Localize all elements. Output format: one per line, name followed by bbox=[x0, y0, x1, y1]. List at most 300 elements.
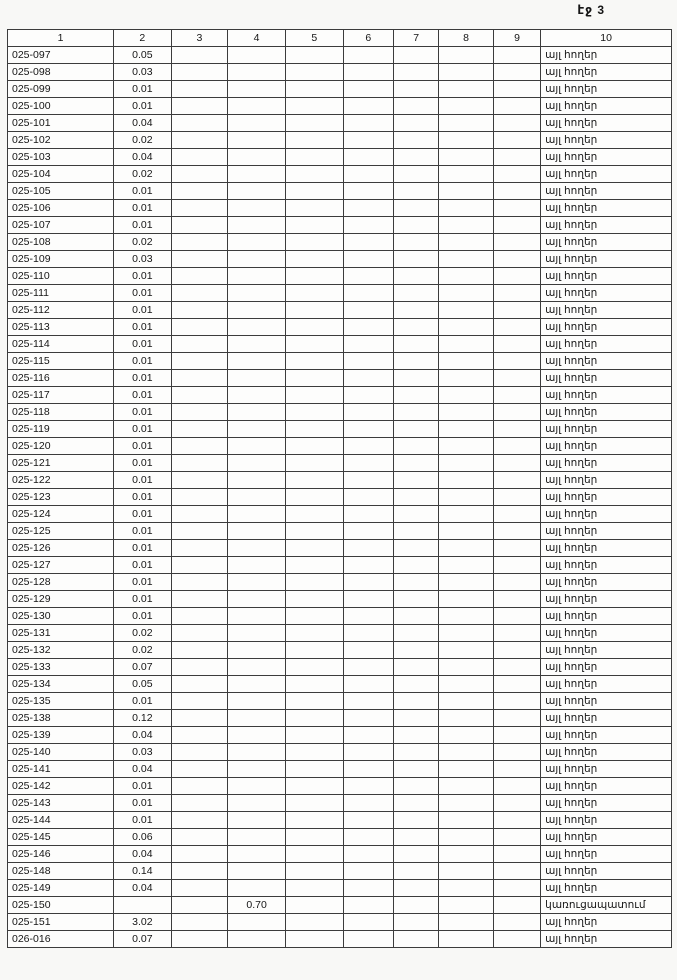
value-cell bbox=[171, 693, 228, 710]
parcel-code-cell: 025-112 bbox=[8, 302, 114, 319]
value-cell bbox=[439, 574, 494, 591]
value-cell bbox=[439, 523, 494, 540]
value-cell bbox=[439, 47, 494, 64]
land-type-cell: այլ հողեր bbox=[541, 540, 672, 557]
column-header: 5 bbox=[285, 30, 343, 47]
value-cell bbox=[394, 727, 439, 744]
column-header: 4 bbox=[228, 30, 286, 47]
value-cell bbox=[343, 387, 393, 404]
value-cell bbox=[228, 353, 286, 370]
value-cell bbox=[394, 166, 439, 183]
value-cell: 3.02 bbox=[114, 914, 172, 931]
value-cell bbox=[394, 846, 439, 863]
value-cell bbox=[285, 506, 343, 523]
value-cell bbox=[228, 217, 286, 234]
value-cell bbox=[394, 336, 439, 353]
value-cell bbox=[493, 268, 540, 285]
value-cell bbox=[493, 778, 540, 795]
value-cell bbox=[439, 268, 494, 285]
value-cell bbox=[228, 115, 286, 132]
value-cell bbox=[493, 421, 540, 438]
value-cell: 0.02 bbox=[114, 132, 172, 149]
land-type-cell: այլ հողեր bbox=[541, 455, 672, 472]
value-cell bbox=[394, 81, 439, 98]
parcel-code-cell: 025-135 bbox=[8, 693, 114, 710]
value-cell bbox=[439, 404, 494, 421]
value-cell bbox=[228, 183, 286, 200]
value-cell bbox=[285, 846, 343, 863]
value-cell: 0.03 bbox=[114, 744, 172, 761]
land-type-cell: այլ հողեր bbox=[541, 744, 672, 761]
value-cell bbox=[228, 370, 286, 387]
value-cell bbox=[493, 98, 540, 115]
value-cell bbox=[171, 438, 228, 455]
value-cell bbox=[439, 387, 494, 404]
page-number-label: էջ 3 bbox=[577, 3, 605, 17]
value-cell: 0.01 bbox=[114, 472, 172, 489]
value-cell bbox=[394, 404, 439, 421]
value-cell bbox=[439, 217, 494, 234]
value-cell bbox=[394, 506, 439, 523]
table-row bbox=[8, 795, 672, 812]
value-cell bbox=[171, 914, 228, 931]
value-cell bbox=[394, 863, 439, 880]
value-cell bbox=[228, 421, 286, 438]
value-cell bbox=[493, 166, 540, 183]
value-cell bbox=[228, 727, 286, 744]
value-cell bbox=[285, 472, 343, 489]
value-cell: 0.01 bbox=[114, 336, 172, 353]
column-header: 8 bbox=[439, 30, 494, 47]
column-header: 10 bbox=[541, 30, 672, 47]
value-cell bbox=[439, 183, 494, 200]
value-cell bbox=[439, 693, 494, 710]
value-cell bbox=[285, 523, 343, 540]
value-cell bbox=[493, 931, 540, 948]
value-cell bbox=[439, 489, 494, 506]
value-cell bbox=[285, 829, 343, 846]
value-cell: 0.01 bbox=[114, 608, 172, 625]
parcel-code-cell: 025-097 bbox=[8, 47, 114, 64]
land-type-cell: այլ հողեր bbox=[541, 200, 672, 217]
value-cell: 0.01 bbox=[114, 217, 172, 234]
value-cell bbox=[285, 268, 343, 285]
value-cell bbox=[493, 642, 540, 659]
value-cell bbox=[343, 438, 393, 455]
value-cell bbox=[228, 846, 286, 863]
value-cell: 0.01 bbox=[114, 353, 172, 370]
value-cell bbox=[228, 710, 286, 727]
table-row bbox=[8, 319, 672, 336]
table-row bbox=[8, 285, 672, 302]
value-cell bbox=[228, 438, 286, 455]
table-row bbox=[8, 387, 672, 404]
table-row bbox=[8, 676, 672, 693]
value-cell bbox=[493, 506, 540, 523]
value-cell bbox=[343, 421, 393, 438]
value-cell: 0.01 bbox=[114, 319, 172, 336]
table-row bbox=[8, 693, 672, 710]
value-cell bbox=[285, 727, 343, 744]
value-cell bbox=[228, 863, 286, 880]
value-cell: 0.70 bbox=[228, 897, 286, 914]
value-cell bbox=[343, 302, 393, 319]
value-cell: 0.01 bbox=[114, 523, 172, 540]
value-cell bbox=[493, 489, 540, 506]
value-cell bbox=[493, 880, 540, 897]
value-cell bbox=[285, 132, 343, 149]
value-cell bbox=[171, 302, 228, 319]
parcel-code-cell: 025-118 bbox=[8, 404, 114, 421]
value-cell bbox=[343, 455, 393, 472]
value-cell bbox=[285, 183, 343, 200]
parcel-code-cell: 025-115 bbox=[8, 353, 114, 370]
value-cell bbox=[439, 727, 494, 744]
value-cell bbox=[493, 472, 540, 489]
table-header-row bbox=[8, 30, 672, 47]
value-cell bbox=[394, 897, 439, 914]
value-cell bbox=[285, 336, 343, 353]
value-cell bbox=[343, 829, 393, 846]
value-cell bbox=[285, 710, 343, 727]
value-cell bbox=[171, 591, 228, 608]
parcel-code-cell: 025-128 bbox=[8, 574, 114, 591]
value-cell: 0.01 bbox=[114, 81, 172, 98]
parcel-code-cell: 025-142 bbox=[8, 778, 114, 795]
value-cell bbox=[228, 659, 286, 676]
value-cell bbox=[493, 625, 540, 642]
value-cell bbox=[228, 166, 286, 183]
value-cell bbox=[285, 574, 343, 591]
value-cell bbox=[493, 710, 540, 727]
table-row bbox=[8, 438, 672, 455]
land-type-cell: այլ հողեր bbox=[541, 625, 672, 642]
table-row bbox=[8, 183, 672, 200]
value-cell bbox=[493, 455, 540, 472]
value-cell bbox=[285, 812, 343, 829]
value-cell bbox=[228, 506, 286, 523]
value-cell bbox=[493, 302, 540, 319]
value-cell bbox=[171, 268, 228, 285]
value-cell bbox=[228, 931, 286, 948]
parcel-code-cell: 025-126 bbox=[8, 540, 114, 557]
value-cell: 0.06 bbox=[114, 829, 172, 846]
value-cell bbox=[228, 251, 286, 268]
value-cell bbox=[343, 132, 393, 149]
table-row bbox=[8, 115, 672, 132]
value-cell bbox=[343, 319, 393, 336]
value-cell bbox=[343, 761, 393, 778]
value-cell bbox=[439, 166, 494, 183]
value-cell bbox=[343, 676, 393, 693]
value-cell bbox=[439, 829, 494, 846]
value-cell: 0.02 bbox=[114, 234, 172, 251]
land-type-cell: այլ հողեր bbox=[541, 761, 672, 778]
value-cell bbox=[493, 540, 540, 557]
parcel-code-cell: 025-119 bbox=[8, 421, 114, 438]
land-type-cell: այլ հողեր bbox=[541, 268, 672, 285]
value-cell: 0.04 bbox=[114, 727, 172, 744]
value-cell: 0.01 bbox=[114, 455, 172, 472]
land-type-cell: այլ հողեր bbox=[541, 234, 672, 251]
value-cell bbox=[285, 489, 343, 506]
value-cell bbox=[394, 761, 439, 778]
table-row bbox=[8, 47, 672, 64]
table-row bbox=[8, 642, 672, 659]
parcel-code-cell: 025-130 bbox=[8, 608, 114, 625]
land-type-cell: այլ հողեր bbox=[541, 64, 672, 81]
value-cell bbox=[171, 81, 228, 98]
value-cell: 0.01 bbox=[114, 540, 172, 557]
value-cell: 0.01 bbox=[114, 574, 172, 591]
value-cell bbox=[285, 557, 343, 574]
value-cell bbox=[439, 608, 494, 625]
value-cell bbox=[343, 268, 393, 285]
table-row bbox=[8, 166, 672, 183]
value-cell bbox=[171, 761, 228, 778]
value-cell bbox=[285, 353, 343, 370]
value-cell bbox=[285, 608, 343, 625]
value-cell bbox=[394, 540, 439, 557]
value-cell bbox=[343, 285, 393, 302]
value-cell bbox=[493, 387, 540, 404]
value-cell bbox=[493, 659, 540, 676]
value-cell bbox=[285, 251, 343, 268]
land-type-cell: այլ հողեր bbox=[541, 149, 672, 166]
value-cell bbox=[394, 489, 439, 506]
value-cell bbox=[285, 659, 343, 676]
value-cell bbox=[285, 98, 343, 115]
value-cell bbox=[493, 693, 540, 710]
value-cell bbox=[394, 880, 439, 897]
value-cell bbox=[285, 897, 343, 914]
value-cell bbox=[171, 472, 228, 489]
value-cell bbox=[171, 574, 228, 591]
value-cell bbox=[493, 149, 540, 166]
value-cell bbox=[171, 64, 228, 81]
table-row bbox=[8, 98, 672, 115]
land-type-cell: այլ հողեր bbox=[541, 353, 672, 370]
land-type-cell: այլ հողեր bbox=[541, 166, 672, 183]
value-cell bbox=[171, 795, 228, 812]
value-cell bbox=[285, 761, 343, 778]
value-cell bbox=[394, 115, 439, 132]
value-cell bbox=[493, 251, 540, 268]
value-cell bbox=[394, 387, 439, 404]
value-cell bbox=[343, 404, 393, 421]
table-row bbox=[8, 353, 672, 370]
value-cell bbox=[228, 540, 286, 557]
parcel-code-cell: 025-129 bbox=[8, 591, 114, 608]
value-cell: 0.03 bbox=[114, 64, 172, 81]
land-type-cell: այլ հողեր bbox=[541, 778, 672, 795]
value-cell bbox=[493, 353, 540, 370]
value-cell bbox=[228, 676, 286, 693]
value-cell bbox=[439, 336, 494, 353]
value-cell bbox=[439, 353, 494, 370]
parcel-code-cell: 025-148 bbox=[8, 863, 114, 880]
value-cell bbox=[439, 642, 494, 659]
parcel-code-cell: 025-106 bbox=[8, 200, 114, 217]
value-cell bbox=[439, 778, 494, 795]
value-cell bbox=[285, 166, 343, 183]
value-cell bbox=[394, 234, 439, 251]
value-cell bbox=[439, 234, 494, 251]
table-row bbox=[8, 931, 672, 948]
value-cell: 0.07 bbox=[114, 659, 172, 676]
value-cell bbox=[439, 319, 494, 336]
value-cell bbox=[439, 455, 494, 472]
column-header: 3 bbox=[171, 30, 228, 47]
value-cell bbox=[171, 489, 228, 506]
value-cell bbox=[228, 234, 286, 251]
value-cell: 0.04 bbox=[114, 149, 172, 166]
value-cell bbox=[394, 370, 439, 387]
land-type-cell: այլ հողեր bbox=[541, 98, 672, 115]
value-cell bbox=[343, 931, 393, 948]
value-cell bbox=[394, 268, 439, 285]
value-cell: 0.14 bbox=[114, 863, 172, 880]
value-cell bbox=[171, 778, 228, 795]
value-cell bbox=[285, 370, 343, 387]
value-cell bbox=[285, 625, 343, 642]
value-cell bbox=[171, 455, 228, 472]
value-cell bbox=[285, 591, 343, 608]
parcel-code-cell: 026-016 bbox=[8, 931, 114, 948]
value-cell bbox=[394, 353, 439, 370]
table-row bbox=[8, 370, 672, 387]
table-row bbox=[8, 268, 672, 285]
land-type-cell: այլ հողեր bbox=[541, 387, 672, 404]
value-cell bbox=[493, 829, 540, 846]
parcel-code-cell: 025-101 bbox=[8, 115, 114, 132]
value-cell bbox=[394, 642, 439, 659]
parcel-code-cell: 025-122 bbox=[8, 472, 114, 489]
value-cell bbox=[285, 880, 343, 897]
parcel-code-cell: 025-099 bbox=[8, 81, 114, 98]
value-cell bbox=[394, 710, 439, 727]
value-cell bbox=[228, 285, 286, 302]
value-cell bbox=[171, 557, 228, 574]
value-cell: 0.01 bbox=[114, 506, 172, 523]
value-cell bbox=[439, 591, 494, 608]
value-cell bbox=[343, 472, 393, 489]
value-cell bbox=[439, 64, 494, 81]
value-cell bbox=[285, 693, 343, 710]
parcel-code-cell: 025-108 bbox=[8, 234, 114, 251]
value-cell: 0.01 bbox=[114, 557, 172, 574]
value-cell bbox=[285, 302, 343, 319]
value-cell bbox=[394, 251, 439, 268]
table-row bbox=[8, 200, 672, 217]
value-cell: 0.02 bbox=[114, 642, 172, 659]
value-cell bbox=[394, 914, 439, 931]
value-cell bbox=[171, 336, 228, 353]
parcel-code-cell: 025-140 bbox=[8, 744, 114, 761]
value-cell bbox=[343, 64, 393, 81]
value-cell: 0.01 bbox=[114, 302, 172, 319]
value-cell bbox=[171, 863, 228, 880]
value-cell bbox=[439, 863, 494, 880]
value-cell bbox=[343, 370, 393, 387]
value-cell bbox=[285, 234, 343, 251]
table-row bbox=[8, 523, 672, 540]
land-type-cell: այլ հողեր bbox=[541, 472, 672, 489]
land-type-cell: այլ հողեր bbox=[541, 676, 672, 693]
value-cell bbox=[171, 132, 228, 149]
value-cell bbox=[285, 81, 343, 98]
land-type-cell: այլ հողեր bbox=[541, 846, 672, 863]
table-row bbox=[8, 404, 672, 421]
value-cell bbox=[343, 336, 393, 353]
land-type-cell: այլ հողեր bbox=[541, 557, 672, 574]
value-cell bbox=[493, 523, 540, 540]
table-row bbox=[8, 540, 672, 557]
value-cell: 0.01 bbox=[114, 693, 172, 710]
table-row bbox=[8, 659, 672, 676]
value-cell bbox=[228, 642, 286, 659]
value-cell bbox=[171, 625, 228, 642]
value-cell bbox=[493, 200, 540, 217]
value-cell bbox=[285, 115, 343, 132]
land-type-cell: այլ հողեր bbox=[541, 489, 672, 506]
value-cell bbox=[493, 81, 540, 98]
table-row bbox=[8, 727, 672, 744]
value-cell bbox=[439, 149, 494, 166]
value-cell bbox=[394, 472, 439, 489]
value-cell bbox=[394, 217, 439, 234]
land-type-cell: այլ հողեր bbox=[541, 183, 672, 200]
value-cell bbox=[394, 812, 439, 829]
value-cell bbox=[439, 795, 494, 812]
land-type-cell: այլ հողեր bbox=[541, 914, 672, 931]
parcel-code-cell: 025-116 bbox=[8, 370, 114, 387]
table-row bbox=[8, 846, 672, 863]
value-cell bbox=[343, 880, 393, 897]
value-cell bbox=[439, 625, 494, 642]
value-cell bbox=[228, 693, 286, 710]
value-cell bbox=[285, 540, 343, 557]
value-cell: 0.01 bbox=[114, 812, 172, 829]
value-cell bbox=[439, 931, 494, 948]
value-cell: 0.01 bbox=[114, 591, 172, 608]
value-cell bbox=[343, 47, 393, 64]
land-type-cell: այլ հողեր bbox=[541, 642, 672, 659]
parcel-code-cell: 025-111 bbox=[8, 285, 114, 302]
value-cell bbox=[343, 523, 393, 540]
value-cell bbox=[171, 234, 228, 251]
value-cell bbox=[343, 591, 393, 608]
value-cell bbox=[394, 795, 439, 812]
table-row bbox=[8, 455, 672, 472]
value-cell bbox=[171, 829, 228, 846]
column-header: 6 bbox=[343, 30, 393, 47]
value-cell bbox=[285, 149, 343, 166]
value-cell bbox=[439, 132, 494, 149]
value-cell bbox=[228, 472, 286, 489]
value-cell bbox=[228, 64, 286, 81]
value-cell bbox=[394, 591, 439, 608]
land-type-cell: այլ հողեր bbox=[541, 217, 672, 234]
value-cell bbox=[285, 744, 343, 761]
value-cell bbox=[343, 353, 393, 370]
value-cell bbox=[493, 438, 540, 455]
value-cell bbox=[493, 404, 540, 421]
land-type-cell: կառուցապատում bbox=[541, 897, 672, 914]
value-cell: 0.01 bbox=[114, 268, 172, 285]
value-cell bbox=[285, 438, 343, 455]
value-cell bbox=[171, 217, 228, 234]
